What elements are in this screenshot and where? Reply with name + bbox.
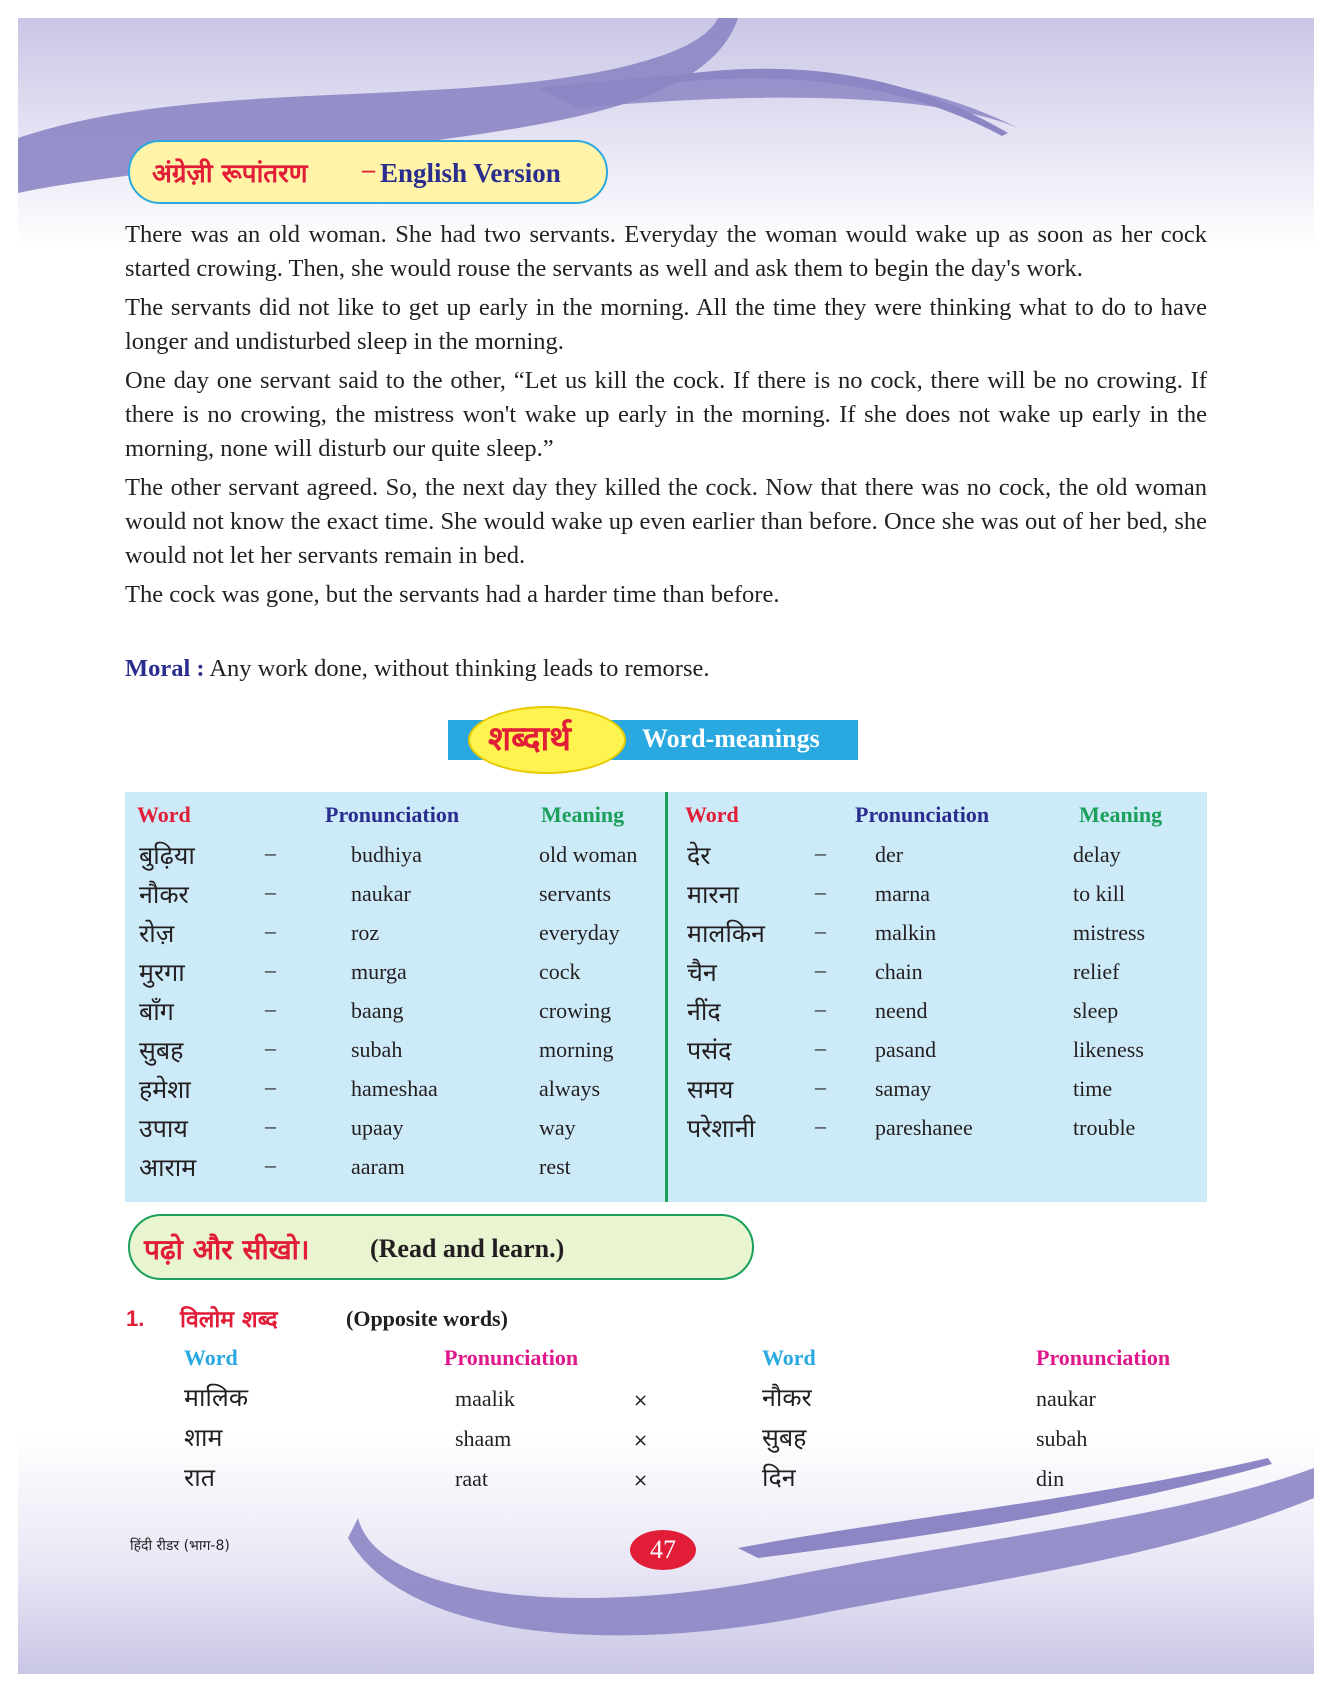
moral-label: Moral :	[125, 655, 205, 682]
word-meaning: cock	[539, 959, 581, 984]
dash: –	[265, 957, 276, 982]
story-text	[125, 218, 1207, 617]
word-pronunciation: aaram	[351, 1154, 405, 1179]
section-heading-english-version	[128, 140, 608, 204]
word-hindi: समय	[687, 1075, 734, 1104]
opposite-words-title-hindi: विलोम शब्द	[180, 1307, 278, 1333]
word-hindi: रात	[184, 1463, 215, 1492]
read-learn-hindi: पढ़ो और सीखो।	[144, 1233, 310, 1266]
word-meaning: crowing	[539, 998, 612, 1023]
word-meaning: to kill	[1073, 881, 1125, 906]
word-meaning: always	[539, 1076, 601, 1101]
story-paragraph: The servants did not like to get up early in the morning. All the time they were thinking what to do to have longer and undisturbed sleep in the morning.	[125, 294, 1207, 355]
book-title: हिंदी रीडर (भाग-8)	[130, 1538, 230, 1554]
header-meaning: Meaning	[1079, 802, 1163, 827]
word-pronunciation: chain	[875, 959, 923, 984]
word-pronunciation: naukar	[351, 881, 411, 906]
story-paragraph: There was an old woman. She had two servants. Everyday the woman would wake up as soon as her cock started crowing. Then, she would rouse the servants as well and ask them to begin the day's work.	[125, 221, 1207, 282]
word-pronunciation: murga	[351, 959, 407, 984]
word-pronunciation: neend	[875, 998, 928, 1023]
opposite-symbol: ×	[633, 1470, 649, 1491]
word-meaning: delay	[1073, 842, 1121, 867]
dash: –	[265, 1152, 276, 1177]
word-pronunciation: pasand	[875, 1037, 937, 1062]
word-hindi: देर	[687, 841, 711, 870]
word-meaning: relief	[1073, 959, 1120, 984]
table-divider	[665, 792, 668, 1202]
dash: –	[815, 957, 826, 982]
word-meaning: time	[1073, 1076, 1113, 1101]
header-word: Word	[762, 1345, 816, 1370]
dash: –	[265, 1074, 276, 1099]
header-pronunciation: Pronunciation	[325, 802, 460, 827]
word-meanings-title-hindi: शब्दार्थ	[488, 719, 572, 759]
dash: –	[815, 879, 826, 904]
moral	[125, 655, 710, 683]
dash: –	[265, 918, 276, 943]
word-hindi: पसंद	[687, 1036, 732, 1065]
word-hindi: नींद	[687, 997, 721, 1026]
dash: –	[815, 918, 826, 943]
opposite-word-hindi: नौकर	[762, 1383, 812, 1412]
word-pronunciation: pareshanee	[875, 1115, 973, 1140]
word-meaning: trouble	[1073, 1115, 1136, 1140]
word-pronunciation: baang	[351, 998, 404, 1023]
word-meaning: morning	[539, 1037, 614, 1062]
word-pronunciation: malkin	[875, 920, 937, 945]
page-number: 47	[630, 1530, 696, 1570]
opposite-word-pronunciation: naukar	[1036, 1386, 1096, 1411]
word-meaning: rest	[539, 1154, 571, 1179]
word-pronunciation: raat	[455, 1466, 488, 1491]
word-hindi: मालकिन	[687, 919, 765, 948]
dash: –	[265, 879, 276, 904]
dash: –	[265, 1113, 276, 1138]
dash: –	[815, 1074, 826, 1099]
word-meanings-title-english: Word-meanings	[642, 724, 820, 753]
word-hindi: उपाय	[139, 1114, 188, 1143]
header-pronunciation: Pronunciation	[1036, 1345, 1171, 1370]
opposite-word-hindi: सुबह	[762, 1423, 807, 1452]
dash: –	[265, 840, 276, 865]
header-pronunciation: Pronunciation	[855, 802, 990, 827]
story-paragraph: One day one servant said to the other, “Let us kill the cock. If there is no cock, there will be no crowing. If there is no crowing, the mistress won't wake up early in the morning. If she does not wake up early in the morning, none will disturb our quite sleep.”	[125, 367, 1207, 462]
dash: –	[815, 1113, 826, 1138]
word-hindi: परेशानी	[687, 1114, 756, 1143]
exercise-number: 1.	[126, 1306, 145, 1331]
opposite-word-hindi: दिन	[762, 1463, 796, 1492]
header-word: Word	[184, 1345, 238, 1370]
word-hindi: मारना	[687, 880, 740, 909]
word-pronunciation: maalik	[455, 1386, 515, 1411]
word-hindi: आराम	[139, 1153, 197, 1182]
read-learn-english: (Read and learn.)	[370, 1234, 565, 1263]
word-hindi: बाँग	[139, 997, 174, 1026]
word-meaning: sleep	[1073, 998, 1119, 1023]
word-pronunciation: roz	[351, 920, 380, 945]
word-pronunciation: der	[875, 842, 904, 867]
word-hindi: हमेशा	[139, 1075, 191, 1104]
dash: –	[815, 1035, 826, 1060]
word-meaning: old woman	[539, 842, 638, 867]
heading-separator: –	[362, 155, 375, 184]
word-pronunciation: marna	[875, 881, 930, 906]
header-word: Word	[137, 802, 191, 827]
opposite-word-pronunciation: subah	[1036, 1426, 1088, 1451]
word-meaning: servants	[539, 881, 612, 906]
word-hindi: सुबह	[139, 1036, 184, 1065]
word-meaning: everyday	[539, 920, 620, 945]
word-hindi: चैन	[687, 958, 717, 987]
section-heading-read-and-learn	[128, 1214, 754, 1280]
word-pronunciation: budhiya	[351, 842, 422, 867]
dash: –	[815, 840, 826, 865]
dash: –	[265, 1035, 276, 1060]
word-hindi: मालिक	[184, 1383, 249, 1412]
word-hindi: मुरगा	[139, 958, 185, 987]
opposite-words-title-english: (Opposite words)	[346, 1306, 508, 1331]
moral-text: Any work done, without thinking leads to remorse.	[204, 655, 710, 682]
word-hindi: नौकर	[139, 880, 189, 909]
word-hindi: रोज़	[139, 919, 175, 948]
word-meaning: likeness	[1073, 1037, 1144, 1062]
word-hindi: बुढ़िया	[139, 841, 195, 870]
dash: –	[265, 996, 276, 1021]
opposite-symbol: ×	[633, 1430, 649, 1451]
word-meaning: mistress	[1073, 920, 1146, 945]
story-paragraph: The cock was gone, but the servants had a harder time than before.	[125, 581, 780, 608]
header-word: Word	[685, 802, 739, 827]
word-hindi: शाम	[184, 1423, 223, 1452]
header-meaning: Meaning	[541, 802, 625, 827]
word-pronunciation: samay	[875, 1076, 932, 1101]
word-pronunciation: hameshaa	[351, 1076, 438, 1101]
word-pronunciation: shaam	[455, 1426, 512, 1451]
heading-hindi: अंग्रेज़ी रूपांतरण	[152, 159, 308, 189]
story-paragraph: The other servant agreed. So, the next day they killed the cock. Now that there was no cock, the old woman would not know the exact time. She would wake up even earlier than before. Once she was out of her bed, she would not let her servants remain in bed.	[125, 474, 1207, 569]
heading-english: English Version	[380, 158, 561, 188]
opposite-symbol: ×	[633, 1390, 649, 1411]
dash: –	[815, 996, 826, 1021]
word-pronunciation: upaay	[351, 1115, 404, 1140]
word-meaning: way	[539, 1115, 576, 1140]
word-pronunciation: subah	[351, 1037, 403, 1062]
opposite-word-pronunciation: din	[1036, 1466, 1065, 1491]
word-meanings-table	[125, 792, 1207, 1202]
header-pronunciation: Pronunciation	[444, 1345, 579, 1370]
